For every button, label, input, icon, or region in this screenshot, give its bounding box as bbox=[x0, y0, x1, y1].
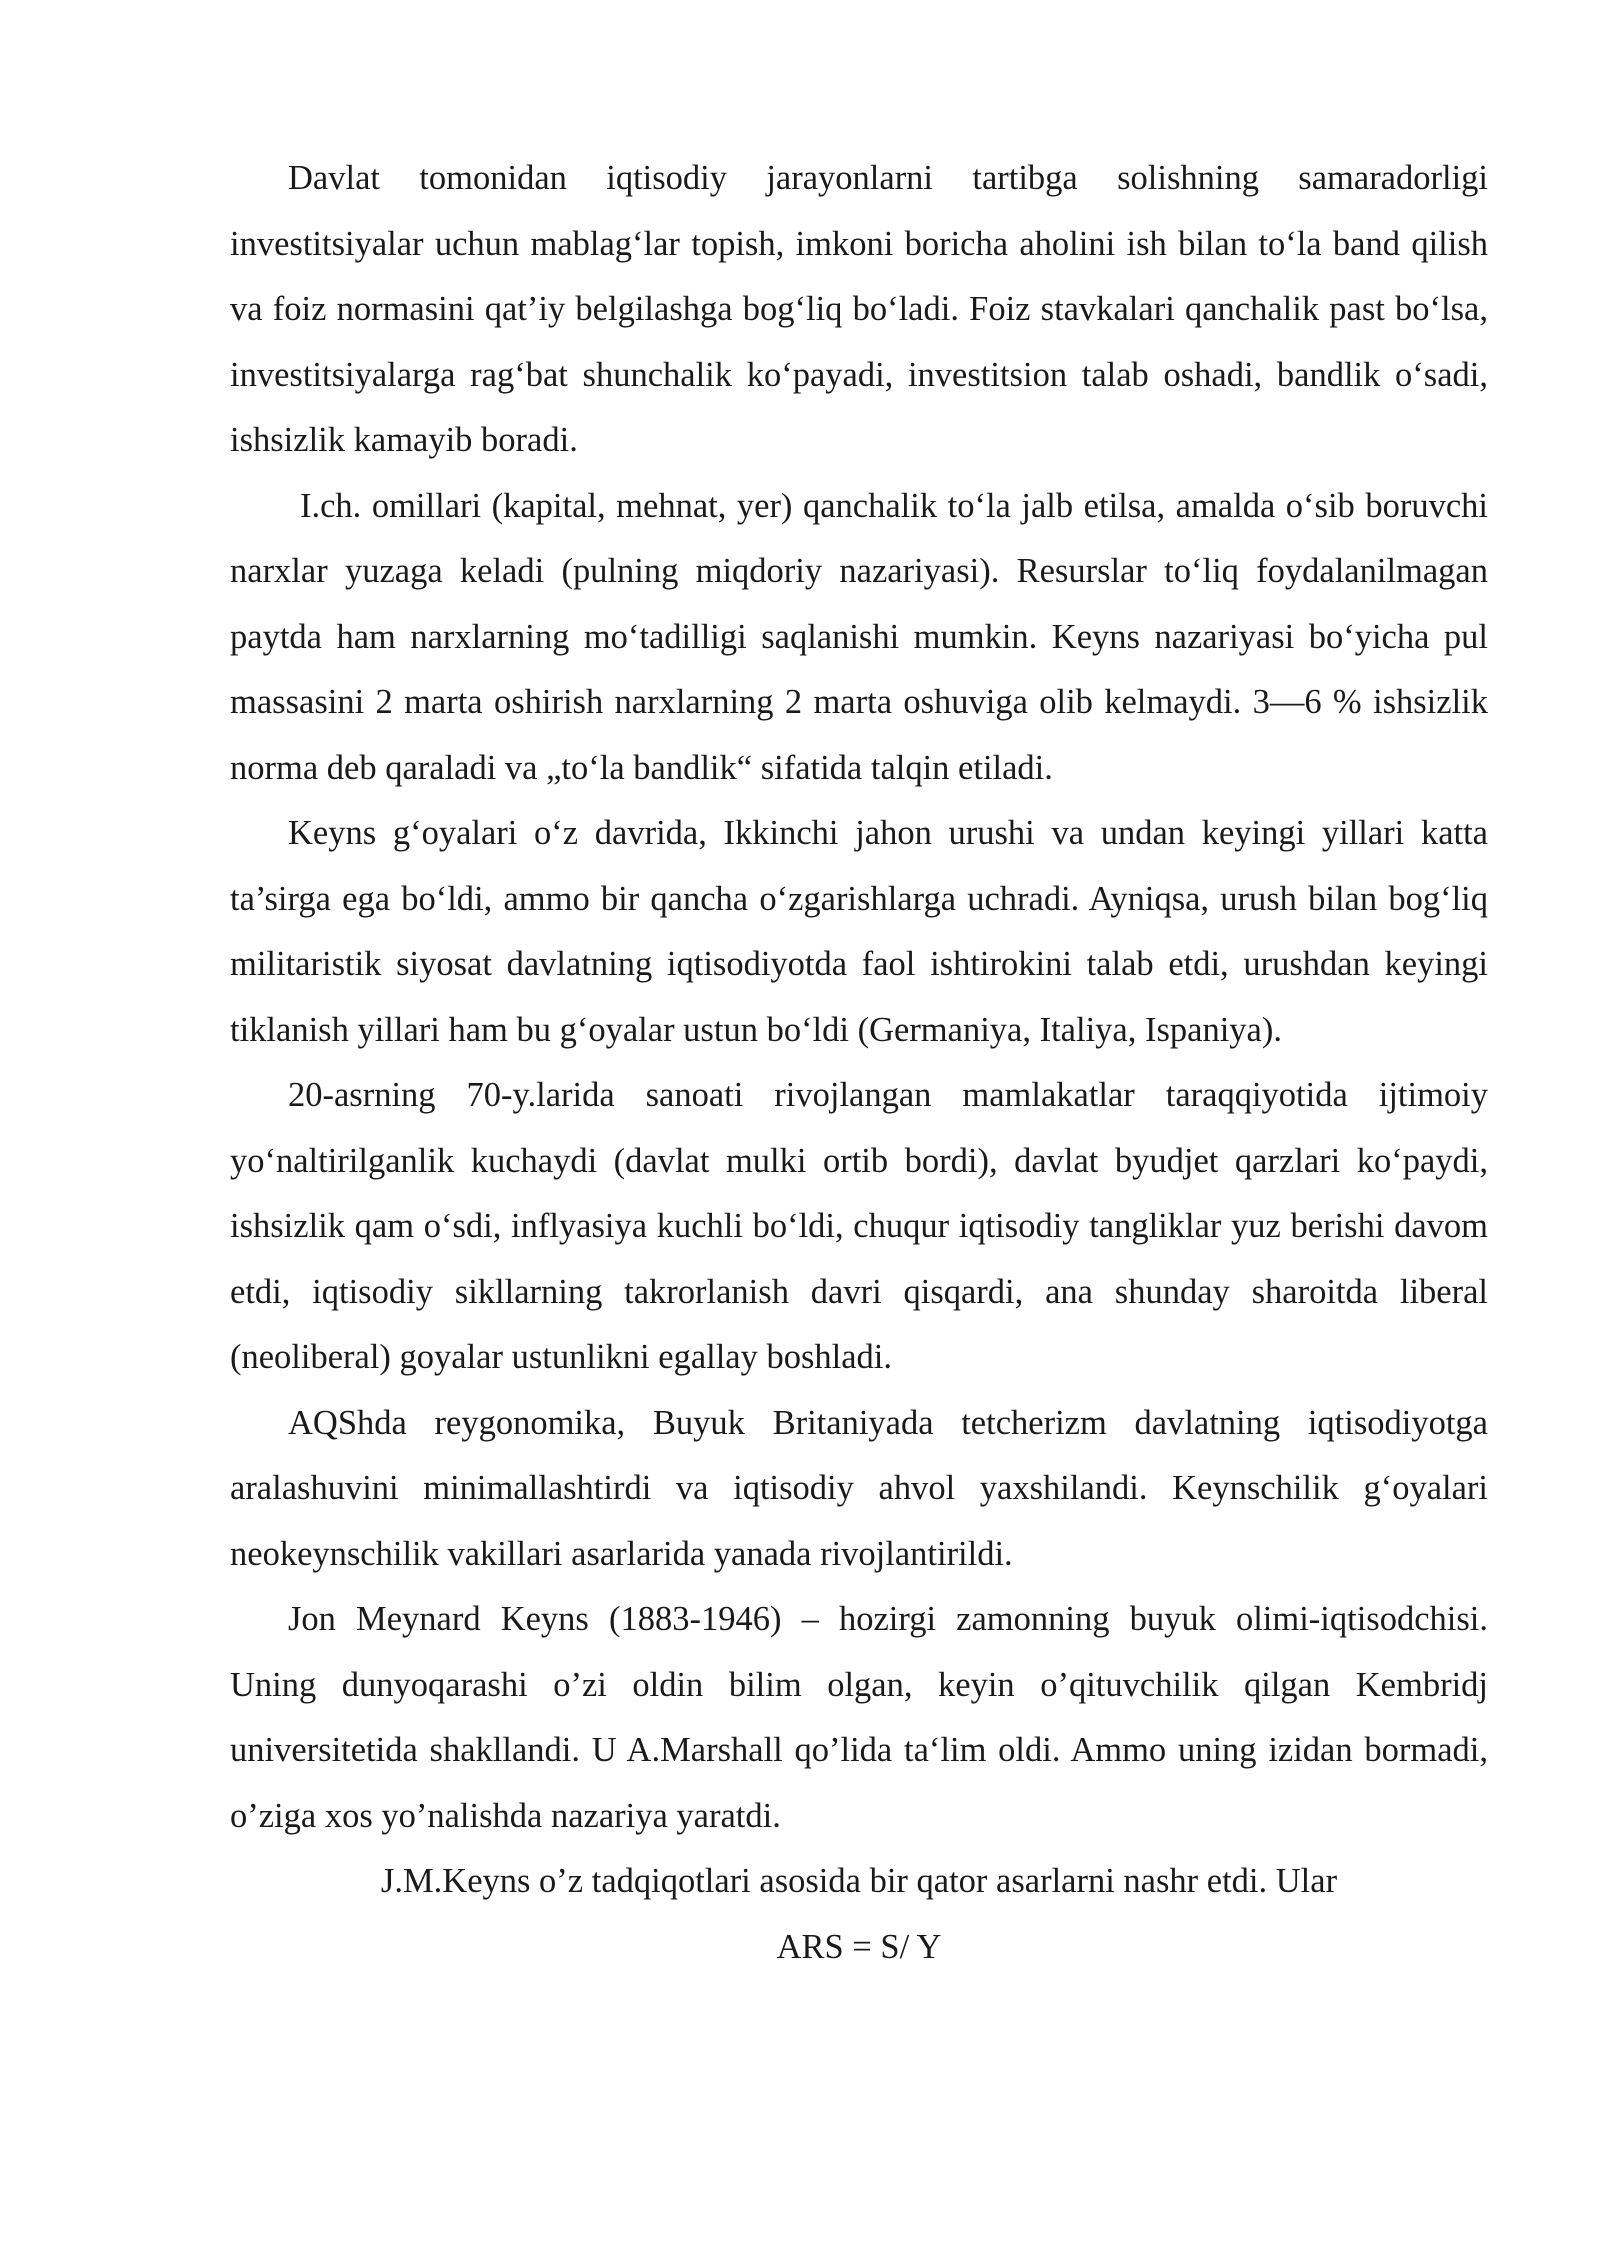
paragraph-2: I.ch. omillari (kapital, mehnat, yer) qanchalik to‘la jalb etilsa, amalda o‘sib boruvchi narxlar yuzaga keladi (pulning miqdoriy nazariyasi). Resurslar to‘liq foydalanilmagan paytda ham narxlarning mo‘tadilligi saqlanishi mumkin. Keyns nazariyasi bo‘yicha pul massasini 2 marta oshirish narxlarning 2 marta oshuviga olib kelmaydi. 3—6 % ishsizlik norma deb qaraladi va „to‘la bandlik“ sifatida talqin etiladi. bbox=[230, 486, 1488, 787]
paragraph-6: Jon Meynard Keyns (1883-1946) – hozirgi zamonning buyuk olimi-iqtisodchisi. Uning dunyoqarashi o’zi oldin bilim olgan, keyin o’qituvchilik qilgan Kembridj universitetida shakllandi. U A.Marshall qo’lida ta‘lim oldi. Ammo uning izidan bormadi, o’ziga xos yo’nalishda nazariya yaratdi. bbox=[230, 1600, 1488, 1835]
paragraph-3: Keyns g‘oyalari o‘z davrida, Ikkinchi jahon urushi va undan keyingi yillari katta ta’sirga ega bo‘ldi, ammo bir qancha o‘zgarishlarga uchradi. Ayniqsa, urush bilan bog‘liq militaristik siyosat davlatning iqtisodiyotda faol ishtirokini talab etdi, urushdan keyingi tiklanish yillari ham bu g‘oyalar ustun bo‘ldi (Germaniya, Italiya, Ispaniya). bbox=[230, 814, 1488, 1049]
paragraph-5: AQShda reygonomika, Buyuk Britaniyada tetcherizm davlatning iqtisodiyotga aralashuvini minimallashtirdi va iqtisodiy ahvol yaxshilandi. Keynschilik g‘oyalari neokeynschilik vakillari asarlarida yanada rivojlantirildi. bbox=[230, 1403, 1488, 1573]
paragraph-4: 20-asrning 70-y.larida sanoati rivojlangan mamlakatlar taraqqiyotida ijtimoiy yo‘naltirilganlik kuchaydi (davlat mulki ortib bordi), davlat byudjet qarzlari ko‘paydi, ishsizlik qam o‘sdi, inflyasiya kuchli bo‘ldi, chuqur iqtisodiy tangliklar yuz berishi davom etdi, iqtisodiy sikllarning takrorlanish davri qisqardi, ana shunday sharoitda liberal (neoliberal) goyalar ustunlikni egallay boshladi. bbox=[230, 1076, 1488, 1376]
paragraph-1: Davlat tomonidan iqtisodiy jarayonlarni tartibga solishning samaradorligi investitsiyalar uchun mablag‘lar topish, imkoni boricha aholini ish bilan to‘la band qilish va foiz normasini qat’iy belgilashga bog‘liq bo‘ladi. Foiz stavkalari qanchalik past bo‘lsa, investitsiyalarga rag‘bat shunchalik ko‘payadi, investitsion talab oshadi, bandlik o‘sadi, ishsizlik kamayib boradi. bbox=[230, 159, 1488, 459]
document-page bbox=[230, 146, 1488, 1980]
intro-line: J.M.Keyns o’z tadqiqotlari asosida bir qator asarlarni nashr etdi. Ular bbox=[380, 1862, 1338, 1900]
formula: ARS = S/ Y bbox=[776, 1927, 942, 1966]
